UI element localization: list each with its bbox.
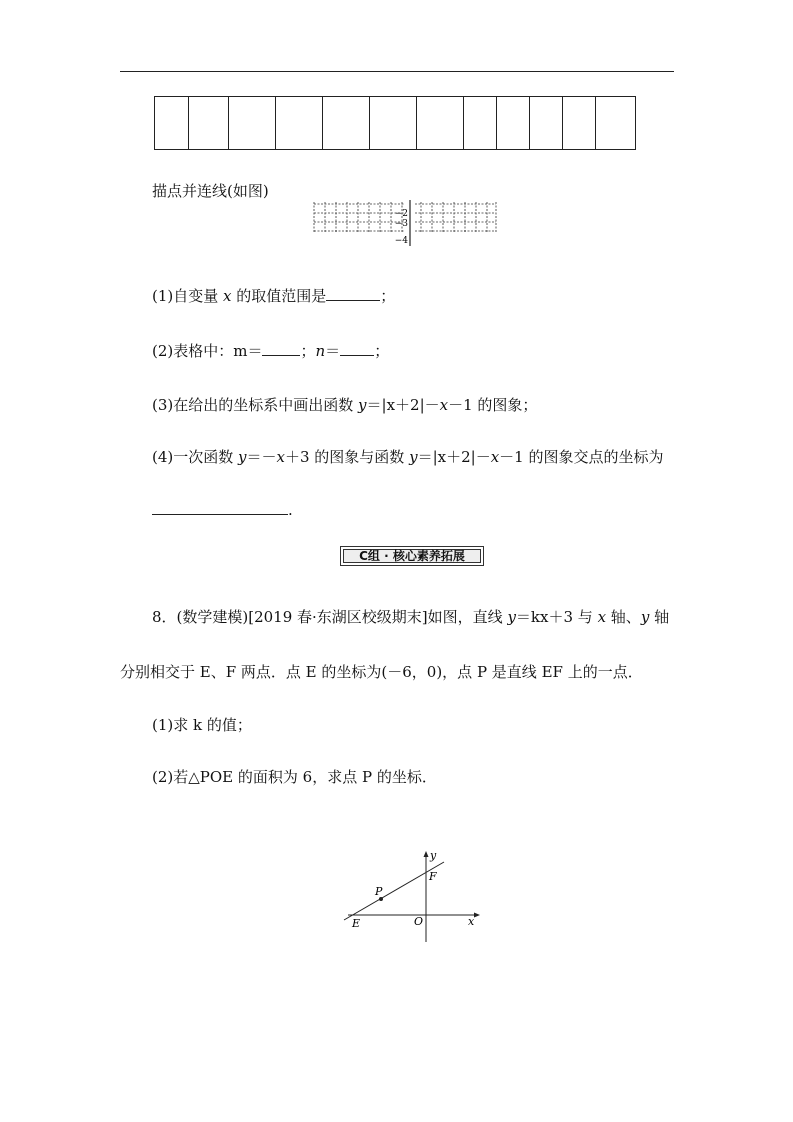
- problem-8-sub-1: (1)求 k 的值；: [152, 716, 252, 734]
- section-badge: C组 · 核心素养拓展: [340, 546, 484, 566]
- table-cell: [464, 97, 497, 150]
- x-axis-label: x: [468, 915, 475, 928]
- table-cell: [155, 97, 189, 150]
- grid-label: −4: [394, 236, 408, 246]
- problem-8-line-1: 8．(数学建模)[2019 春·东湖区校级期末]如图，直线 y＝kx＋3 与 x 轴、y 轴: [152, 608, 670, 626]
- grid-label: −2: [394, 209, 408, 219]
- origin-label: O: [414, 915, 424, 928]
- header-rule: [120, 71, 674, 72]
- table-cell: [189, 97, 229, 150]
- problem-8-line-2: 分别相交于 E、F 两点．点 E 的坐标为(－6，0)，点 P 是直线 EF 上的一点．: [120, 663, 643, 681]
- table-cell: [323, 97, 370, 150]
- table-cell: [229, 97, 276, 150]
- question-4-answer: .: [152, 500, 293, 519]
- answer-blank: [262, 341, 300, 356]
- table-row: [155, 97, 636, 150]
- x-axis-arrow-icon: [474, 913, 480, 918]
- table-cell: [530, 97, 563, 150]
- table-cell: [276, 97, 323, 150]
- y-axis-label: y: [430, 849, 437, 862]
- value-table: [154, 96, 636, 150]
- problem-8-sub-2: (2)若△POE 的面积为 6，求点 P 的坐标．: [152, 768, 437, 786]
- table-cell: [497, 97, 530, 150]
- question-4: (4)一次函数 y＝－x＋3 的图象与函数 y＝|x＋2|－x－1 的图象交点的坐标为: [152, 448, 664, 466]
- answer-blank: [152, 500, 288, 515]
- table-cell: [370, 97, 417, 150]
- question-1: (1)自变量 x 的取值范围是 ；: [152, 287, 396, 305]
- question-2: (2)表格中：m＝ ；n＝ ；: [152, 342, 390, 360]
- answer-blank: [340, 341, 374, 356]
- table-cell: [596, 97, 636, 150]
- table-cell: [417, 97, 464, 150]
- plot-caption: 描点并连线(如图): [152, 182, 269, 200]
- point-e-label: E: [352, 917, 361, 930]
- table-cell: [563, 97, 596, 150]
- point-p-label: P: [375, 885, 383, 898]
- answer-blank: [326, 286, 380, 301]
- y-axis-arrow-icon: [424, 851, 429, 857]
- grid-label: −3: [394, 219, 408, 229]
- point-f-label: F: [429, 870, 437, 883]
- grid-figure: [312, 200, 512, 248]
- question-3: (3)在给出的坐标系中画出函数 y＝|x＋2|－x－1 的图象；: [152, 396, 538, 414]
- coordinate-figure: [340, 842, 490, 947]
